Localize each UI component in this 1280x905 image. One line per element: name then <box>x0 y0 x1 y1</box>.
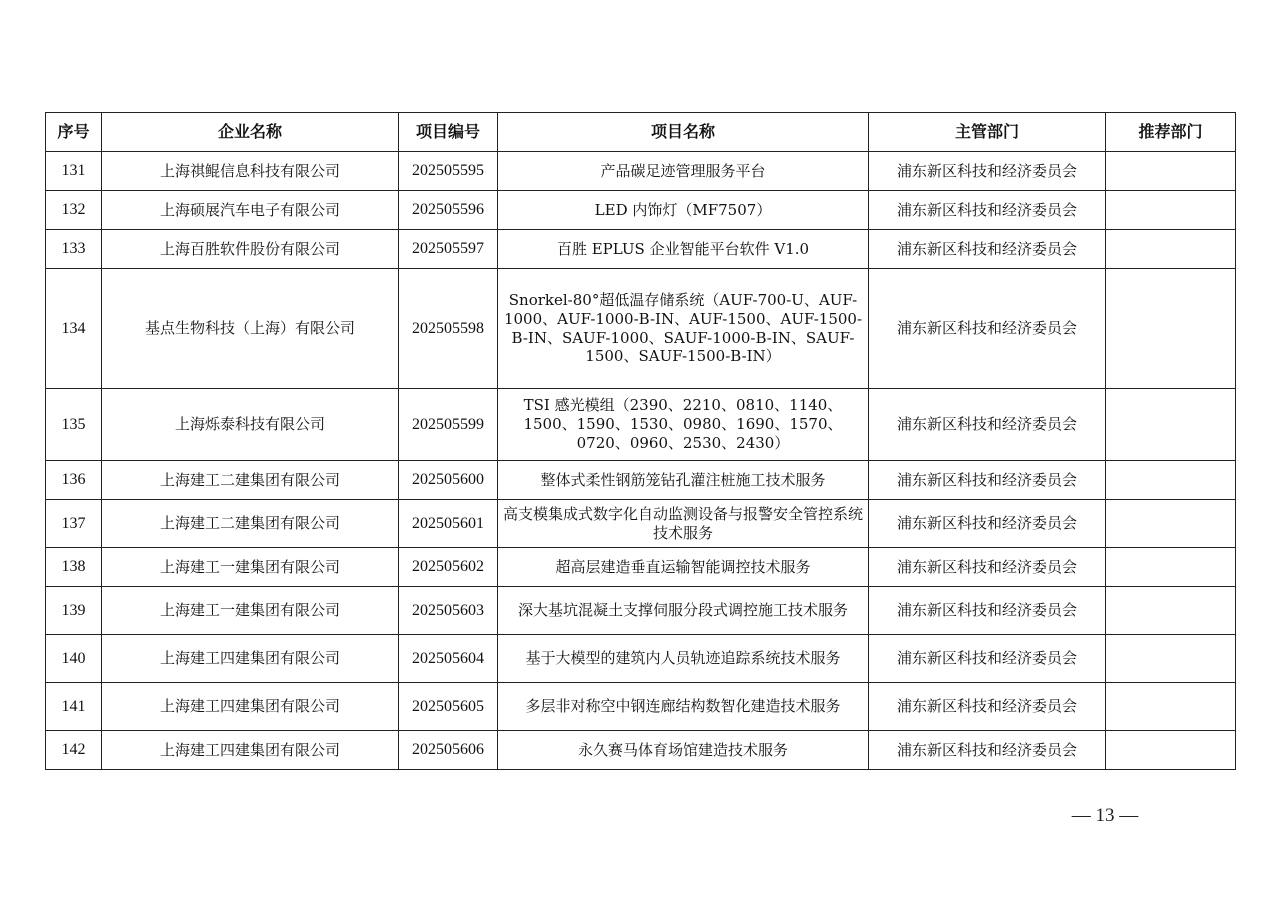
cell-serial: 131 <box>46 152 102 191</box>
cell-serial: 135 <box>46 389 102 461</box>
cell-project-code: 202505595 <box>399 152 498 191</box>
cell-company: 上海百胜软件股份有限公司 <box>102 230 399 269</box>
cell-recommend <box>1106 548 1236 587</box>
cell-serial: 132 <box>46 191 102 230</box>
table-row <box>46 152 1236 191</box>
cell-project-name: 基于大模型的建筑内人员轨迹追踪系统技术服务 <box>498 635 869 683</box>
cell-serial: 142 <box>46 731 102 770</box>
cell-project-code: 202505596 <box>399 191 498 230</box>
cell-department: 浦东新区科技和经济委员会 <box>869 152 1106 191</box>
cell-company: 上海硕展汽车电子有限公司 <box>102 191 399 230</box>
cell-company: 上海建工二建集团有限公司 <box>102 500 399 548</box>
cell-department: 浦东新区科技和经济委员会 <box>869 500 1106 548</box>
cell-recommend <box>1106 230 1236 269</box>
cell-serial: 138 <box>46 548 102 587</box>
cell-recommend <box>1106 152 1236 191</box>
cell-company: 上海建工四建集团有限公司 <box>102 731 399 770</box>
header-serial: 序号 <box>46 113 102 152</box>
cell-project-code: 202505605 <box>399 683 498 731</box>
project-table <box>45 112 1236 770</box>
header-project-code: 项目编号 <box>399 113 498 152</box>
header-project-name: 项目名称 <box>498 113 869 152</box>
cell-project-code: 202505602 <box>399 548 498 587</box>
header-recommend: 推荐部门 <box>1106 113 1236 152</box>
cell-department: 浦东新区科技和经济委员会 <box>869 548 1106 587</box>
cell-department: 浦东新区科技和经济委员会 <box>869 731 1106 770</box>
table-row <box>46 587 1236 635</box>
cell-recommend <box>1106 587 1236 635</box>
cell-company: 基点生物科技（上海）有限公司 <box>102 269 399 389</box>
page-number: — 13 — <box>1071 805 1139 826</box>
cell-project-name: 产品碳足迹管理服务平台 <box>498 152 869 191</box>
cell-project-code: 202505599 <box>399 389 498 461</box>
table-row <box>46 683 1236 731</box>
cell-project-code: 202505600 <box>399 461 498 500</box>
cell-project-name: 整体式柔性钢筋笼钻孔灌注桩施工技术服务 <box>498 461 869 500</box>
cell-company: 上海建工一建集团有限公司 <box>102 587 399 635</box>
cell-department: 浦东新区科技和经济委员会 <box>869 587 1106 635</box>
cell-project-name: LED 内饰灯（MF7507） <box>498 191 869 230</box>
cell-company: 上海建工四建集团有限公司 <box>102 635 399 683</box>
cell-project-name: 百胜 EPLUS 企业智能平台软件 V1.0 <box>498 230 869 269</box>
cell-project-name: TSI 感光模组（2390、2210、0810、1140、1500、1590、1530、0980、1690、1570、0720、0960、2530、2430） <box>498 389 869 461</box>
cell-project-code: 202505603 <box>399 587 498 635</box>
cell-recommend <box>1106 191 1236 230</box>
cell-recommend <box>1106 500 1236 548</box>
cell-recommend <box>1106 461 1236 500</box>
header-department: 主管部门 <box>869 113 1106 152</box>
cell-serial: 136 <box>46 461 102 500</box>
cell-recommend <box>1106 683 1236 731</box>
table-row <box>46 500 1236 548</box>
cell-recommend <box>1106 635 1236 683</box>
cell-project-code: 202505597 <box>399 230 498 269</box>
table-row <box>46 191 1236 230</box>
cell-serial: 141 <box>46 683 102 731</box>
cell-project-code: 202505601 <box>399 500 498 548</box>
cell-company: 上海建工四建集团有限公司 <box>102 683 399 731</box>
cell-department: 浦东新区科技和经济委员会 <box>869 389 1106 461</box>
table-row <box>46 269 1236 389</box>
cell-project-code: 202505598 <box>399 269 498 389</box>
cell-department: 浦东新区科技和经济委员会 <box>869 191 1106 230</box>
table-row <box>46 731 1236 770</box>
cell-recommend <box>1106 269 1236 389</box>
header-company: 企业名称 <box>102 113 399 152</box>
cell-serial: 140 <box>46 635 102 683</box>
cell-department: 浦东新区科技和经济委员会 <box>869 683 1106 731</box>
table-row <box>46 389 1236 461</box>
cell-project-name: 高支模集成式数字化自动监测设备与报警安全管控系统技术服务 <box>498 500 869 548</box>
table-row <box>46 635 1236 683</box>
cell-project-name: 多层非对称空中钢连廊结构数智化建造技术服务 <box>498 683 869 731</box>
cell-company: 上海建工二建集团有限公司 <box>102 461 399 500</box>
table-row <box>46 230 1236 269</box>
cell-department: 浦东新区科技和经济委员会 <box>869 461 1106 500</box>
cell-serial: 133 <box>46 230 102 269</box>
cell-recommend <box>1106 389 1236 461</box>
cell-department: 浦东新区科技和经济委员会 <box>869 269 1106 389</box>
cell-company: 上海烁泰科技有限公司 <box>102 389 399 461</box>
cell-project-name: Snorkel-80°超低温存储系统（AUF-700-U、AUF-1000、AUF-1000-B-IN、AUF-1500、AUF-1500-B-IN、SAUF-1000、SAUF-1000-B-IN、SAUF-1500、SAUF-1500-B-IN） <box>498 269 869 389</box>
cell-company: 上海祺鲲信息科技有限公司 <box>102 152 399 191</box>
cell-project-code: 202505606 <box>399 731 498 770</box>
cell-project-name: 超高层建造垂直运输智能调控技术服务 <box>498 548 869 587</box>
cell-recommend <box>1106 731 1236 770</box>
cell-department: 浦东新区科技和经济委员会 <box>869 635 1106 683</box>
table-header-row <box>46 113 1236 152</box>
table-row <box>46 461 1236 500</box>
cell-serial: 139 <box>46 587 102 635</box>
cell-project-name: 永久赛马体育场馆建造技术服务 <box>498 731 869 770</box>
cell-project-name: 深大基坑混凝土支撑伺服分段式调控施工技术服务 <box>498 587 869 635</box>
cell-serial: 137 <box>46 500 102 548</box>
cell-serial: 134 <box>46 269 102 389</box>
cell-company: 上海建工一建集团有限公司 <box>102 548 399 587</box>
table-row <box>46 548 1236 587</box>
cell-department: 浦东新区科技和经济委员会 <box>869 230 1106 269</box>
cell-project-code: 202505604 <box>399 635 498 683</box>
